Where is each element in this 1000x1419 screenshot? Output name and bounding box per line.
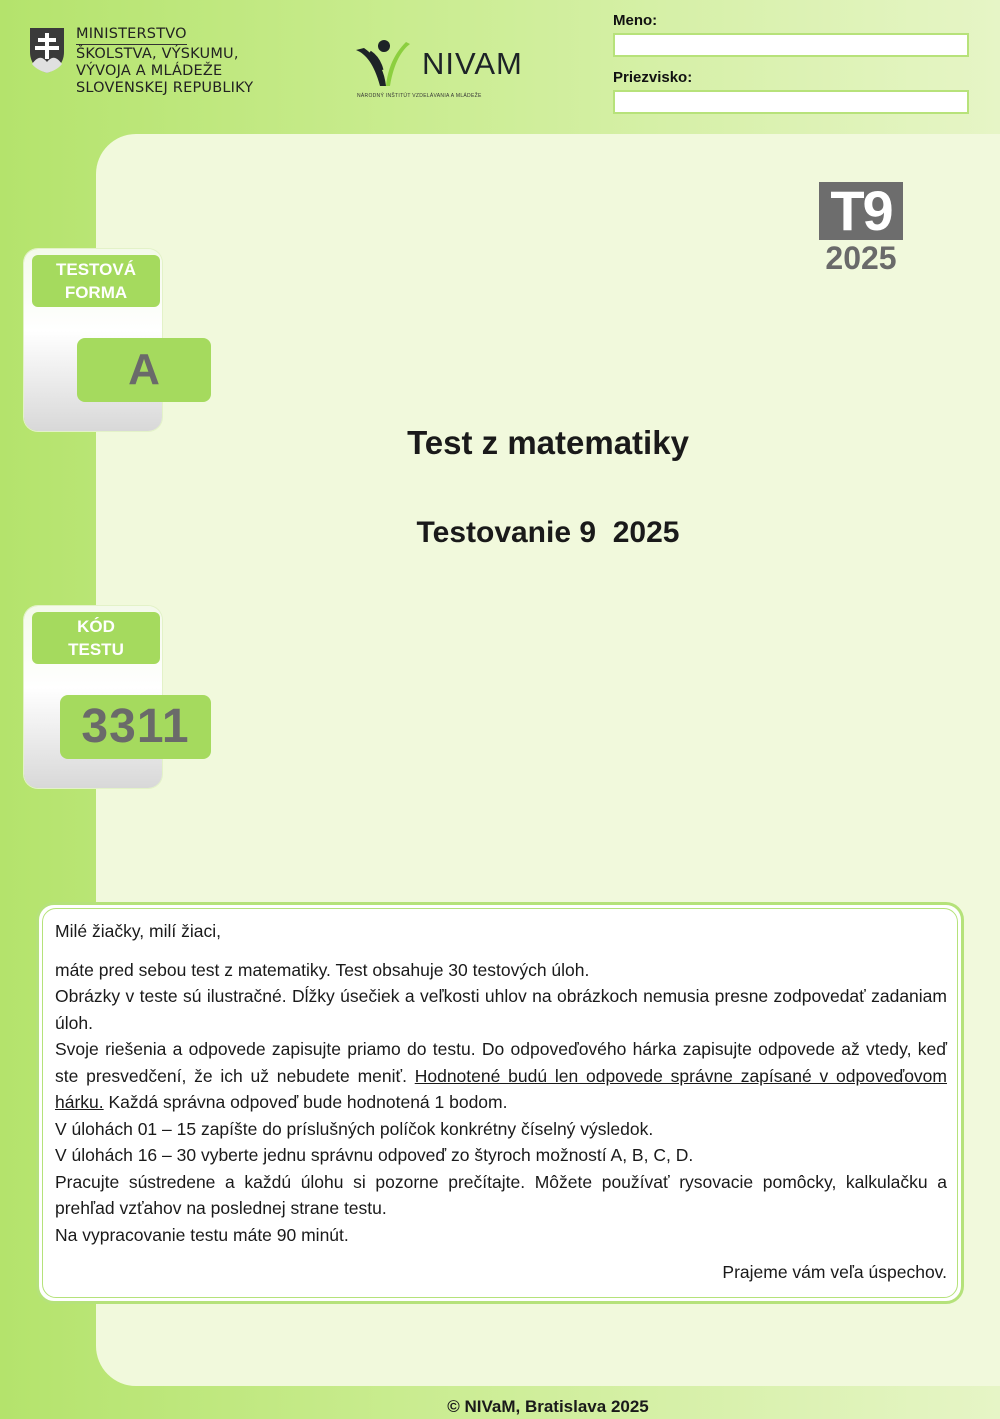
name-label: Meno: — [613, 12, 658, 29]
instructions-p3-underlined: Hodnotené budú len odpovede správne zapísané v odpoveďovom hárku. — [55, 1065, 947, 1112]
instructions-p3-end: Každá správna odpoveď bude hodnotená 1 bodom. — [103, 1092, 508, 1112]
ministry-line-1: MINISTERSTVO — [76, 26, 187, 45]
ministry-line-3: VÝVOJA A MLÁDEŽE — [76, 63, 223, 79]
ministry-line-2: ŠKOLSTVA, VÝSKUMU, — [76, 46, 239, 62]
instructions-paragraph-4: V úlohách 01 – 15 zapíšte do príslušných políčok konkrétny číselný výsledok. — [55, 1118, 654, 1139]
test-code-card — [24, 606, 190, 788]
instructions-p3-start: Svoje riešenia a odpovede zapisujte priamo do testu. Do odpoveďového hárka zapisujte odpovede až vtedy, keď ste presvedčení, že ich už nebudete meniť. — [55, 1039, 947, 1086]
nivam-subtitle: NÁRODNÝ INŠTITÚT VZDELÁVANIA A MLÁDEŽE — [357, 93, 482, 99]
test-code-label — [32, 612, 160, 664]
page-title: Test z matematiky — [407, 424, 689, 461]
test-code-label-line-1: KÓD — [77, 617, 115, 636]
test-badge-code: T9 — [819, 182, 903, 240]
ministry-name — [76, 26, 253, 97]
instructions-paragraph-7: Na vypracovanie testu máte 90 minút. — [55, 1224, 349, 1245]
instructions-paragraph-2: Obrázky v teste sú ilustračné. Dĺžky úsečiek a veľkosti uhlov na obrázkoch nemusia presne zodpovedať zadaniam úloh. — [55, 986, 947, 1033]
surname-label: Priezvisko: — [613, 69, 693, 86]
footer-copyright: © NIVaM, Bratislava 2025 — [447, 1397, 649, 1416]
test-form-label-line-1: TESTOVÁ — [56, 260, 136, 279]
name-field[interactable] — [613, 33, 969, 57]
coat-of-arms-icon — [28, 26, 66, 74]
instructions-paragraph-5: V úlohách 16 – 30 vyberte jednu správnu odpoveď zo štyroch možností A, B, C, D. — [55, 1145, 694, 1165]
test-code-value: 3311 — [60, 695, 211, 759]
test-form-card — [24, 249, 162, 431]
ministry-line-4: SLOVENSKEJ REPUBLIKY — [76, 80, 254, 96]
nivam-wordmark: NIVAM — [422, 46, 523, 81]
instructions-paragraph-6: Pracujte sústredene a každú úlohu si pozorne prečítajte. Môžete používať rysovacie pomôcky, kalkulačku a prehľad vzťahov na poslednej strane testu. — [55, 1171, 947, 1218]
student-name-block — [613, 12, 973, 126]
ministry-header — [28, 26, 253, 97]
test-badge-year: 2025 — [825, 240, 897, 276]
instructions-paragraph-3 — [55, 1036, 947, 1116]
test-code-label-line-2: TESTU — [68, 640, 124, 659]
instructions-paragraph-1: máte pred sebou test z matematiky. Test obsahuje 30 testových úloh. — [55, 959, 590, 980]
instructions-greeting: Milé žiačky, milí žiaci, — [55, 921, 221, 941]
instructions-closing: Prajeme vám veľa úspechov. — [722, 1262, 947, 1282]
test-form-label — [32, 255, 160, 307]
surname-field[interactable] — [613, 90, 969, 114]
page-subtitle: Testovanie 9 2025 — [416, 516, 680, 549]
nivam-logo — [352, 36, 532, 106]
nivam-figure-icon — [352, 36, 422, 96]
test-form-label-line-2: FORMA — [64, 283, 128, 302]
instructions-box — [36, 902, 964, 1304]
test-form-value: A — [77, 338, 211, 402]
